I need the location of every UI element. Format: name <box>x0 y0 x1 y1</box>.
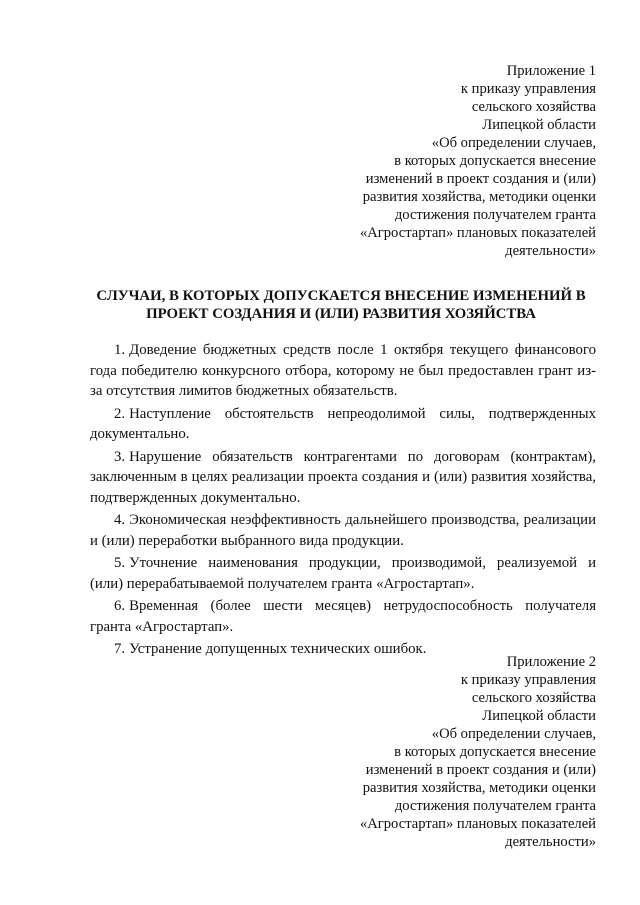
appendix-1-line: «Об определении случаев, <box>431 135 596 151</box>
case-text: Наступление обстоятельств непреодолимой силы, подтвержденных документально. <box>90 405 596 442</box>
appendix-2-line: сельского хозяйства <box>471 690 596 706</box>
cases-list <box>90 340 596 662</box>
case-item <box>90 447 596 509</box>
appendix-2-line: деятельности» <box>505 834 596 850</box>
case-number: 6. <box>114 598 126 614</box>
appendix-2-line: «Об определении случаев, <box>431 726 596 742</box>
case-number: 5. <box>114 555 126 571</box>
case-text: Нарушение обязательств контрагентами по договорам (контрактам), заключенным в целях реализации проекта создания и (или) развития хозяйства, подтвержденных документально. <box>90 448 596 506</box>
case-item <box>90 340 596 402</box>
case-number: 1. <box>114 342 126 358</box>
appendix-1-line: в которых допускается внесение <box>394 153 596 169</box>
case-number: 2. <box>114 405 126 422</box>
appendix-1-line: достижения получателем гранта <box>394 207 596 223</box>
appendix-2-header <box>296 653 596 851</box>
appendix-2-line: достижения получателем гранта <box>394 798 596 814</box>
case-number: 3. <box>114 448 126 465</box>
case-number: 7. <box>114 641 126 657</box>
title-line: СЛУЧАИ, В КОТОРЫХ ДОПУСКАЕТСЯ ВНЕСЕНИЕ ИЗМЕНЕНИЙ В <box>96 288 586 304</box>
document-title <box>80 287 602 323</box>
case-item <box>90 596 596 637</box>
appendix-2-line: к приказу управления <box>460 672 596 688</box>
appendix-2-line: Приложение 2 <box>506 654 596 670</box>
case-item <box>90 404 596 445</box>
case-item <box>90 553 596 594</box>
appendix-1-line: Приложение 1 <box>506 63 596 79</box>
appendix-1-header <box>296 62 596 260</box>
appendix-2-line: «Агростартап» плановых показателей <box>359 816 596 832</box>
appendix-2-line: Липецкой области <box>482 708 596 724</box>
appendix-1-line: сельского хозяйства <box>471 99 596 115</box>
appendix-1-line: «Агростартап» плановых показателей <box>359 225 596 241</box>
case-item <box>90 510 596 551</box>
appendix-2-line: развития хозяйства, методики оценки <box>362 780 596 796</box>
appendix-1-line: к приказу управления <box>460 81 596 97</box>
case-text: Временная (более шести месяцев) нетрудоспособность получателя гранта «Агростартап». <box>90 598 596 635</box>
case-text: Доведение бюджетных средств после 1 октября текущего финансового года победителю конкурсного отбора, которому не был предоставлен грант из-за отсутствия лимитов бюджетных обязательств. <box>90 342 596 399</box>
appendix-2-line: в которых допускается внесение <box>394 744 596 760</box>
case-number: 4. <box>114 512 126 528</box>
appendix-1-line: развития хозяйства, методики оценки <box>362 189 596 205</box>
case-text: Уточнение наименования продукции, производимой, реализуемой и (или) перерабатываемой получателем гранта «Агростартап». <box>90 555 596 592</box>
appendix-2-line: изменений в проект создания и (или) <box>365 762 596 778</box>
appendix-1-line: деятельности» <box>505 243 596 259</box>
appendix-1-line: изменений в проект создания и (или) <box>365 171 596 187</box>
appendix-1-line: Липецкой области <box>482 117 596 133</box>
case-text: Экономическая неэффективность дальнейшего производства, реализации и (или) переработки выбранного вида продукции. <box>90 512 596 549</box>
case-text: Устранение допущенных технических ошибок. <box>129 641 427 657</box>
title-line: ПРОЕКТ СОЗДАНИЯ И (ИЛИ) РАЗВИТИЯ ХОЗЯЙСТВА <box>146 306 536 322</box>
